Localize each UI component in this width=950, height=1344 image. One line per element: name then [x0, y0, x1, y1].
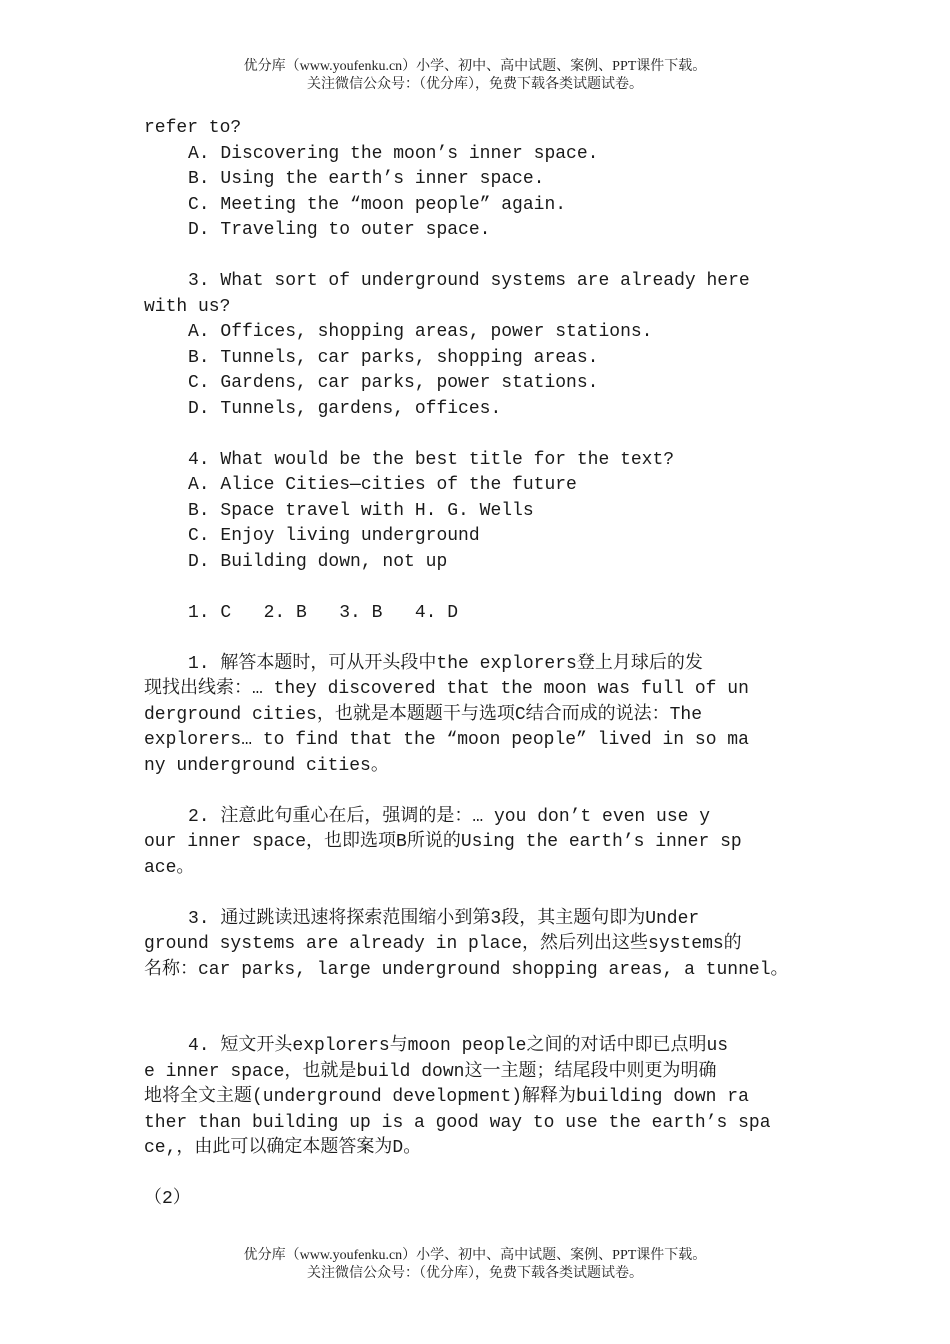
question-4-option-c: C. Enjoy living underground: [188, 526, 480, 546]
question-4-option-a: A. Alice Cities—cities of the future: [188, 475, 577, 495]
question-3-option-a: A. Offices, shopping areas, power stations.: [188, 322, 653, 342]
explanation-4-line: 4. 短文开头explorers与moon people之间的对话中即已点明us: [188, 1036, 729, 1056]
explanation-4-line: 地将全文主题(underground development)解释为building down ra: [144, 1087, 749, 1107]
page-header: [0, 58, 950, 94]
explanation-1: [144, 652, 824, 780]
footer-line-1: 优分库（www.youfenku.cn）小学、初中、高中试题、案例、PPT课件下载。: [243, 1248, 707, 1263]
explanation-2: [144, 805, 824, 882]
question-4: [144, 448, 824, 576]
answer-key: 1. C 2. B 3. B 4. D: [188, 602, 459, 623]
explanation-1-line: ny underground cities。: [144, 755, 389, 776]
footer-line-2: 关注微信公众号：（优分库），免费下载各类试题试卷。: [307, 1266, 643, 1281]
explanation-2-line: 2. 注意此句重心在后，强调的是：… you don’t even use y: [188, 806, 711, 827]
header-line-1: 优分库（www.youfenku.cn）小学、初中、高中试题、案例、PPT课件下载。: [243, 59, 707, 74]
question-4-option-d: D. Building down, not up: [188, 551, 448, 572]
question-2-stem-tail: refer to?: [144, 118, 242, 138]
explanation-4: [144, 1034, 824, 1162]
explanation-4-line: ce,，由此可以确定本题答案为D。: [144, 1138, 422, 1158]
explanation-1-line: 现找出线索：… they discovered that the moon was full of un: [144, 679, 749, 699]
explanation-1-line: 1. 解答本题时，可从开头段中the explorers登上月球后的发: [188, 653, 703, 674]
question-2-option-a: A. Discovering the moon’s inner space.: [188, 143, 599, 164]
explanation-3-line: 3. 通过跳读迅速将探索范围缩小到第3段，其主题句即为Under: [188, 908, 700, 929]
page-footer: [0, 1247, 950, 1283]
explanation-4-line: ther than building up is a good way to use the earth’s spa: [144, 1112, 771, 1133]
question-2-option-d: D. Traveling to outer space.: [188, 220, 491, 240]
explanation-4-line: e inner space，也就是build down这一主题；结尾段中则更为明确: [144, 1061, 717, 1082]
question-3-stem-line-1: 3. What sort of underground systems are already here: [188, 271, 750, 291]
question-2: [144, 116, 824, 244]
question-2-option-b: B. Using the earth’s inner space.: [188, 169, 545, 189]
section-label: （2）: [144, 1189, 191, 1209]
question-3-option-d: D. Tunnels, gardens, offices.: [188, 398, 502, 419]
question-3-stem-line-2: with us?: [144, 296, 231, 317]
explanation-3: [144, 907, 824, 984]
explanation-3-line: ground systems are already in place，然后列出这些systems的: [144, 934, 742, 954]
question-3-option-b: B. Tunnels, car parks, shopping areas.: [188, 347, 599, 368]
explanation-2-line: our inner space，也即选项B所说的Using the earth’s inner sp: [144, 832, 742, 852]
explanation-1-line: derground cities，也就是本题题干与选项C结合而成的说法：The: [144, 704, 703, 725]
question-3-option-c: C. Gardens, car parks, power stations.: [188, 373, 599, 393]
explanation-1-line: explorers… to find that the “moon people” lived in so ma: [144, 730, 749, 750]
document-body: [144, 116, 824, 1213]
explanation-2-line: ace。: [144, 857, 195, 878]
question-3: [144, 269, 824, 422]
explanation-3-line: 名称：car parks, large underground shopping areas, a tunnel。: [144, 959, 789, 980]
question-4-option-b: B. Space travel with H. G. Wells: [188, 500, 534, 521]
question-4-stem: 4. What would be the best title for the text?: [188, 449, 675, 470]
header-line-2: 关注微信公众号：（优分库），免费下载各类试题试卷。: [307, 77, 643, 92]
question-2-option-c: C. Meeting the “moon people” again.: [188, 194, 567, 215]
